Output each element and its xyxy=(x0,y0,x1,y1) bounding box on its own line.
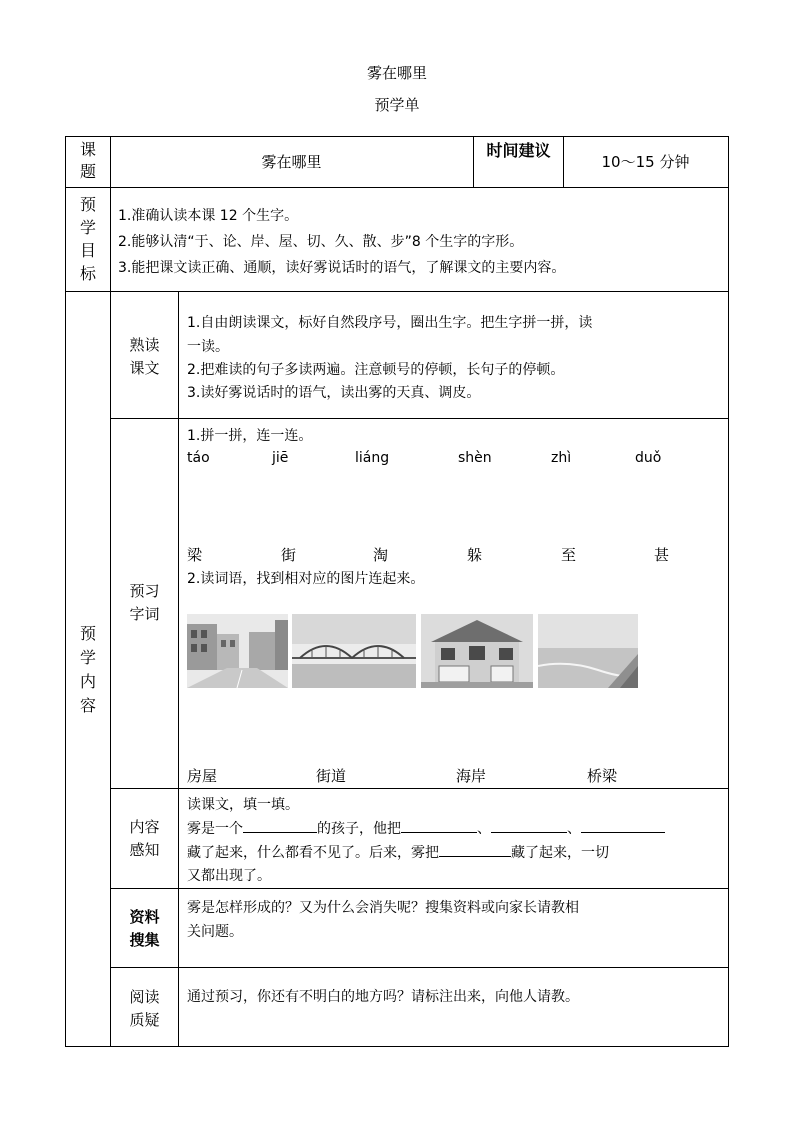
reading-line: 2.把难读的句子多读两遍。注意顿号的停顿，长句子的停顿。 xyxy=(187,362,565,378)
pinyin-item: liáng xyxy=(355,450,390,466)
questions-line: 通过预习，你还有不明白的地方吗？请标注出来，向他人请教。 xyxy=(187,989,579,1005)
term-item: 房屋 xyxy=(187,767,218,785)
content-label: 预学内容 xyxy=(79,624,96,715)
time-label: 时间建议 xyxy=(486,141,551,160)
term-item: 街道 xyxy=(316,767,347,785)
content-line: 雾是一个 的孩子，他把 、 、 xyxy=(187,817,665,841)
topic-value: 雾在哪里 xyxy=(261,153,322,171)
page-subtitle: 预学单 xyxy=(374,96,420,114)
fill-blank[interactable] xyxy=(439,842,511,857)
fill-blank[interactable] xyxy=(243,818,317,833)
char-item: 至 xyxy=(561,546,577,564)
goal-item: 3.能把课文读正确、通顺，读好雾说话时的语气，了解课文的主要内容。 xyxy=(118,260,566,276)
reading-line: 1.自由朗读课文，标好自然段序号，圈出生字。把生字拼一拼，读 xyxy=(187,315,593,331)
house-photo xyxy=(421,614,533,688)
words-task2: 2.读词语，找到相对应的图片连起来。 xyxy=(187,571,425,587)
content-line: 读课文，填一填。 xyxy=(187,797,299,813)
coast-photo xyxy=(538,614,638,688)
research-line: 雾是怎样形成的？又为什么会消失呢？搜集资料或向家长请教相 xyxy=(187,900,579,916)
questions-label: 阅读质疑 xyxy=(129,988,160,1029)
content-line: 又都出现了。 xyxy=(187,868,271,884)
term-item: 海岸 xyxy=(456,767,487,785)
pinyin-item: jiē xyxy=(272,450,289,466)
words-label: 预习字词 xyxy=(129,582,160,623)
reading-line: 3.读好雾说话时的语气，读出雾的天真、调皮。 xyxy=(187,385,481,401)
char-item: 梁 xyxy=(187,546,203,564)
pinyin-item: shèn xyxy=(458,450,492,466)
street-photo xyxy=(187,614,288,688)
content-section-label: 内容感知 xyxy=(129,818,160,859)
goal-item: 1.准确认读本课 12 个生字。 xyxy=(118,208,299,224)
research-label: 资料搜集 xyxy=(129,908,160,949)
words-task1: 1.拼一拼，连一连。 xyxy=(187,428,313,444)
reading-line: 一读。 xyxy=(187,339,229,355)
term-item: 桥梁 xyxy=(587,767,618,785)
pinyin-item: zhì xyxy=(551,450,572,466)
char-item: 街 xyxy=(281,546,297,564)
goals-label: 预学目标 xyxy=(79,195,96,283)
page-title: 雾在哪里 xyxy=(366,64,427,82)
char-item: 甚 xyxy=(654,546,670,564)
goal-item: 2.能够认清“于、论、岸、屋、切、久、散、步”8 个生字的字形。 xyxy=(118,234,524,250)
fill-blank[interactable] xyxy=(401,818,477,833)
content-line: 藏了起来，什么都看不见了。后来，雾把 藏了起来，一切 xyxy=(187,841,609,865)
research-line: 关问题。 xyxy=(187,924,243,940)
pinyin-item: duǒ xyxy=(635,450,662,466)
reading-label: 熟读课文 xyxy=(129,336,160,377)
fill-blank[interactable] xyxy=(581,818,665,833)
char-item: 淘 xyxy=(373,546,389,564)
time-value: 10～15 分钟 xyxy=(601,153,690,171)
bridge-photo xyxy=(292,614,416,688)
char-item: 躲 xyxy=(467,546,483,564)
pinyin-item: táo xyxy=(187,450,210,466)
fill-blank[interactable] xyxy=(491,818,567,833)
topic-label: 课题 xyxy=(79,140,96,181)
